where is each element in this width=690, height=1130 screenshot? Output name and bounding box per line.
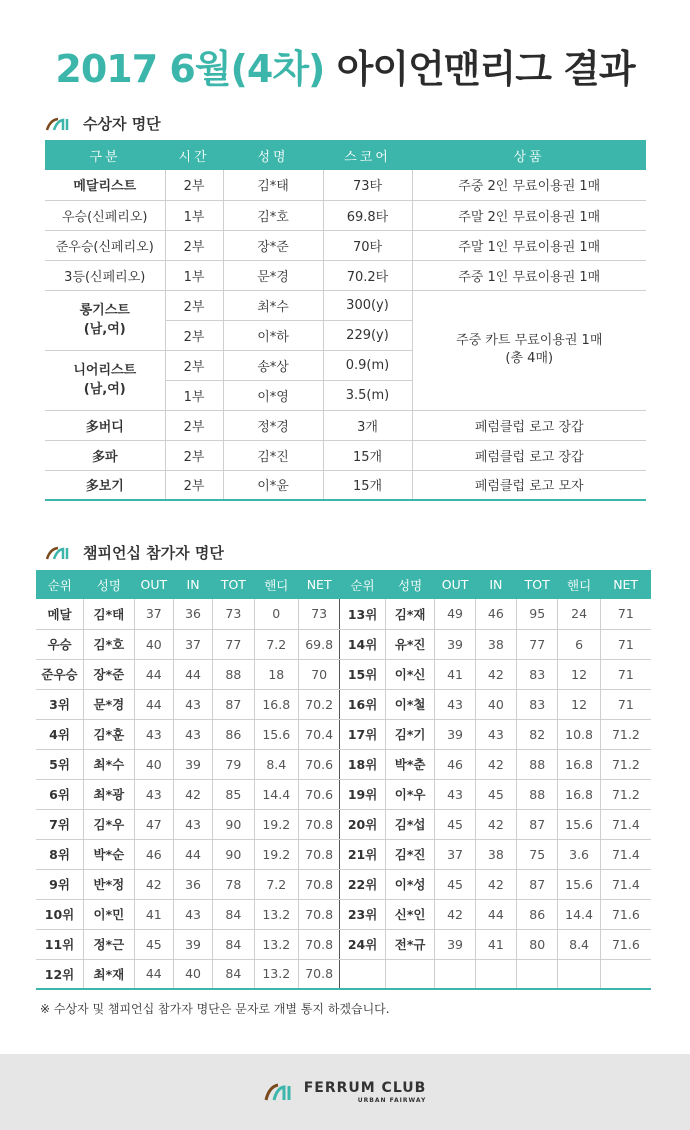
score-cell: 49 bbox=[435, 599, 475, 629]
score-cell: 70.8 bbox=[298, 899, 339, 929]
name-cell: 김*우 bbox=[84, 809, 135, 839]
rank-cell: 24위 bbox=[340, 929, 385, 959]
table-row bbox=[45, 230, 646, 260]
time-cell: 2부 bbox=[165, 410, 223, 440]
score-cell: 73타 bbox=[323, 170, 412, 200]
col-header: 순위 bbox=[340, 570, 385, 599]
score-cell: 42 bbox=[475, 659, 516, 689]
score-cell: 43 bbox=[173, 719, 212, 749]
score-cell: 19.2 bbox=[254, 809, 298, 839]
category-line: (남,여) bbox=[83, 382, 126, 397]
participants-heading-text: 챔피언십 참가자 명단 bbox=[83, 544, 224, 562]
name-cell bbox=[385, 959, 435, 989]
col-header: IN bbox=[173, 570, 212, 599]
title-teal: 2017 6월(4차) bbox=[55, 47, 325, 91]
name-cell: 이*윤 bbox=[223, 470, 323, 500]
score-cell: 88 bbox=[213, 659, 254, 689]
score-cell: 71 bbox=[600, 689, 651, 719]
name-cell: 김*태 bbox=[84, 599, 135, 629]
table-row bbox=[36, 839, 651, 869]
score-cell: 18 bbox=[254, 659, 298, 689]
winners-table bbox=[45, 140, 646, 501]
special-prize-cell bbox=[412, 290, 646, 410]
score-cell: 43 bbox=[475, 719, 516, 749]
name-cell: 이*영 bbox=[223, 380, 323, 410]
score-cell: 70.2 bbox=[298, 689, 339, 719]
name-cell: 이*신 bbox=[385, 659, 435, 689]
score-cell: 71.4 bbox=[600, 839, 651, 869]
col-header: 시간 bbox=[165, 140, 223, 170]
score-cell: 78 bbox=[213, 869, 254, 899]
score-cell: 70.8 bbox=[298, 959, 339, 989]
score-cell: 13.2 bbox=[254, 929, 298, 959]
score-cell: 8.4 bbox=[558, 929, 600, 959]
table-row bbox=[36, 929, 651, 959]
nearest-category-cell bbox=[45, 350, 165, 410]
name-cell: 송*상 bbox=[223, 350, 323, 380]
table-row bbox=[45, 200, 646, 230]
category-cell: 多보기 bbox=[45, 470, 165, 500]
score-cell: 84 bbox=[213, 929, 254, 959]
score-cell: 46 bbox=[134, 839, 173, 869]
score-cell: 19.2 bbox=[254, 839, 298, 869]
table-row bbox=[36, 689, 651, 719]
category-cell: 준우승(신페리오) bbox=[45, 230, 165, 260]
time-cell: 1부 bbox=[165, 380, 223, 410]
score-cell: 37 bbox=[134, 599, 173, 629]
score-cell: 0.9(m) bbox=[323, 350, 412, 380]
rank-cell: 12위 bbox=[36, 959, 84, 989]
rank-cell: 4위 bbox=[36, 719, 84, 749]
name-cell: 김*기 bbox=[385, 719, 435, 749]
name-cell: 장*준 bbox=[84, 659, 135, 689]
title-dark: 아이언맨리그 결과 bbox=[336, 47, 635, 91]
score-cell: 43 bbox=[134, 779, 173, 809]
score-cell: 44 bbox=[173, 659, 212, 689]
prize-cell: 주말 1인 무료이용권 1매 bbox=[412, 230, 646, 260]
time-cell: 2부 bbox=[165, 350, 223, 380]
score-cell: 71.2 bbox=[600, 749, 651, 779]
name-cell: 김*호 bbox=[223, 200, 323, 230]
score-cell: 86 bbox=[517, 899, 558, 929]
score-cell: 82 bbox=[517, 719, 558, 749]
score-cell: 88 bbox=[517, 749, 558, 779]
score-cell: 73 bbox=[213, 599, 254, 629]
col-header: 핸디 bbox=[558, 570, 600, 599]
name-cell: 정*경 bbox=[223, 410, 323, 440]
longest-category-cell bbox=[45, 290, 165, 350]
score-cell: 43 bbox=[173, 689, 212, 719]
name-cell: 이*우 bbox=[385, 779, 435, 809]
rank-cell: 우승 bbox=[36, 629, 84, 659]
category-cell: 3등(신페리오) bbox=[45, 260, 165, 290]
score-cell: 40 bbox=[475, 689, 516, 719]
prize-cell: 페럼클럽 로고 장갑 bbox=[412, 410, 646, 440]
page-title bbox=[0, 38, 690, 93]
score-cell: 40 bbox=[134, 749, 173, 779]
score-cell bbox=[600, 959, 651, 989]
rank-cell: 3위 bbox=[36, 689, 84, 719]
name-cell: 김*재 bbox=[385, 599, 435, 629]
rank-cell: 22위 bbox=[340, 869, 385, 899]
score-cell: 13.2 bbox=[254, 899, 298, 929]
ferrum-logo-icon bbox=[264, 1083, 294, 1101]
score-cell: 77 bbox=[517, 629, 558, 659]
col-header: NET bbox=[600, 570, 651, 599]
table-row bbox=[36, 959, 651, 989]
table-row bbox=[36, 659, 651, 689]
footer-tagline: URBAN FAIRWAY bbox=[357, 1096, 427, 1104]
score-cell: 3개 bbox=[323, 410, 412, 440]
score-cell: 42 bbox=[475, 749, 516, 779]
table-row bbox=[36, 899, 651, 929]
score-cell: 46 bbox=[475, 599, 516, 629]
score-cell: 69.8 bbox=[298, 629, 339, 659]
time-cell: 1부 bbox=[165, 260, 223, 290]
score-cell: 43 bbox=[134, 719, 173, 749]
name-cell: 최*재 bbox=[84, 959, 135, 989]
score-cell bbox=[558, 959, 600, 989]
score-cell: 70.8 bbox=[298, 869, 339, 899]
score-cell: 0 bbox=[254, 599, 298, 629]
score-cell: 88 bbox=[517, 779, 558, 809]
score-cell: 39 bbox=[435, 629, 475, 659]
table-row bbox=[36, 869, 651, 899]
score-cell: 15개 bbox=[323, 470, 412, 500]
time-cell: 1부 bbox=[165, 200, 223, 230]
score-cell: 40 bbox=[134, 629, 173, 659]
col-header: TOT bbox=[213, 570, 254, 599]
score-cell: 87 bbox=[517, 809, 558, 839]
name-cell: 김*태 bbox=[223, 170, 323, 200]
rank-cell: 7위 bbox=[36, 809, 84, 839]
prize-line: 주중 카트 무료이용권 1매 bbox=[456, 333, 603, 348]
name-cell: 신*인 bbox=[385, 899, 435, 929]
rank-cell: 메달 bbox=[36, 599, 84, 629]
score-cell: 3.5(m) bbox=[323, 380, 412, 410]
time-cell: 2부 bbox=[165, 440, 223, 470]
table-row bbox=[45, 470, 646, 500]
rank-cell: 13위 bbox=[340, 599, 385, 629]
prize-cell: 주중 1인 무료이용권 1매 bbox=[412, 260, 646, 290]
score-cell: 90 bbox=[213, 839, 254, 869]
name-cell: 김*섭 bbox=[385, 809, 435, 839]
name-cell: 이*민 bbox=[84, 899, 135, 929]
prize-cell: 페럼클럽 로고 장갑 bbox=[412, 440, 646, 470]
score-cell: 3.6 bbox=[558, 839, 600, 869]
score-cell: 7.2 bbox=[254, 629, 298, 659]
score-cell: 16.8 bbox=[254, 689, 298, 719]
score-cell: 41 bbox=[435, 659, 475, 689]
score-cell: 42 bbox=[134, 869, 173, 899]
col-header: 스코어 bbox=[323, 140, 412, 170]
score-cell: 38 bbox=[475, 629, 516, 659]
name-cell: 최*수 bbox=[84, 749, 135, 779]
score-cell: 39 bbox=[173, 749, 212, 779]
name-cell: 반*정 bbox=[84, 869, 135, 899]
score-cell: 36 bbox=[173, 869, 212, 899]
name-cell: 문*경 bbox=[223, 260, 323, 290]
score-cell: 70.4 bbox=[298, 719, 339, 749]
score-cell: 42 bbox=[475, 809, 516, 839]
score-cell: 7.2 bbox=[254, 869, 298, 899]
score-cell: 71 bbox=[600, 599, 651, 629]
col-header: OUT bbox=[435, 570, 475, 599]
score-cell: 39 bbox=[173, 929, 212, 959]
score-cell: 15.6 bbox=[254, 719, 298, 749]
col-header: NET bbox=[298, 570, 339, 599]
col-header: 핸디 bbox=[254, 570, 298, 599]
prize-line: (총 4매) bbox=[505, 351, 554, 366]
rank-cell: 14위 bbox=[340, 629, 385, 659]
name-cell: 김*진 bbox=[223, 440, 323, 470]
participants-heading bbox=[45, 542, 224, 563]
winners-header-row bbox=[45, 140, 646, 170]
score-cell: 42 bbox=[435, 899, 475, 929]
time-cell: 2부 bbox=[165, 170, 223, 200]
score-cell: 84 bbox=[213, 959, 254, 989]
score-cell: 12 bbox=[558, 689, 600, 719]
score-cell bbox=[435, 959, 475, 989]
footer-brand-name: FERRUM CLUB bbox=[303, 1079, 427, 1096]
name-cell: 이*철 bbox=[385, 689, 435, 719]
score-cell: 38 bbox=[475, 839, 516, 869]
score-cell: 43 bbox=[173, 809, 212, 839]
score-cell: 70.8 bbox=[298, 809, 339, 839]
score-cell: 37 bbox=[435, 839, 475, 869]
category-line: 니어리스트 bbox=[73, 363, 137, 378]
name-cell: 박*춘 bbox=[385, 749, 435, 779]
score-cell: 14.4 bbox=[558, 899, 600, 929]
category-line: (남,여) bbox=[83, 322, 126, 337]
score-cell bbox=[475, 959, 516, 989]
score-cell: 87 bbox=[213, 689, 254, 719]
score-cell: 70.8 bbox=[298, 839, 339, 869]
name-cell: 정*근 bbox=[84, 929, 135, 959]
score-cell: 41 bbox=[475, 929, 516, 959]
score-cell: 83 bbox=[517, 689, 558, 719]
score-cell: 44 bbox=[134, 689, 173, 719]
time-cell: 2부 bbox=[165, 230, 223, 260]
table-row bbox=[45, 440, 646, 470]
col-header: 순위 bbox=[36, 570, 84, 599]
score-cell: 45 bbox=[435, 869, 475, 899]
name-cell: 이*성 bbox=[385, 869, 435, 899]
score-cell: 70타 bbox=[323, 230, 412, 260]
time-cell: 2부 bbox=[165, 290, 223, 320]
rank-cell: 5위 bbox=[36, 749, 84, 779]
rank-cell: 16위 bbox=[340, 689, 385, 719]
table-row bbox=[36, 749, 651, 779]
col-header: 구분 bbox=[45, 140, 165, 170]
rank-cell bbox=[340, 959, 385, 989]
prize-cell: 주중 2인 무료이용권 1매 bbox=[412, 170, 646, 200]
score-cell: 44 bbox=[134, 659, 173, 689]
notice-text: ※ 수상자 및 챔피언십 참가자 명단은 문자로 개별 통지 하겠습니다. bbox=[40, 1002, 390, 1016]
score-cell: 13.2 bbox=[254, 959, 298, 989]
prize-cell: 주말 2인 무료이용권 1매 bbox=[412, 200, 646, 230]
score-cell: 40 bbox=[173, 959, 212, 989]
score-cell: 77 bbox=[213, 629, 254, 659]
score-cell: 15개 bbox=[323, 440, 412, 470]
score-cell: 24 bbox=[558, 599, 600, 629]
col-header: 성명 bbox=[223, 140, 323, 170]
col-header: TOT bbox=[517, 570, 558, 599]
rank-cell: 8위 bbox=[36, 839, 84, 869]
name-cell: 최*수 bbox=[223, 290, 323, 320]
score-cell: 90 bbox=[213, 809, 254, 839]
category-cell: 多파 bbox=[45, 440, 165, 470]
score-cell: 42 bbox=[475, 869, 516, 899]
table-row bbox=[45, 410, 646, 440]
score-cell: 45 bbox=[435, 809, 475, 839]
score-cell: 71 bbox=[600, 659, 651, 689]
table-row bbox=[45, 260, 646, 290]
score-cell: 46 bbox=[435, 749, 475, 779]
category-cell: 多버디 bbox=[45, 410, 165, 440]
score-cell: 10.8 bbox=[558, 719, 600, 749]
participants-table bbox=[36, 570, 651, 990]
name-cell: 전*규 bbox=[385, 929, 435, 959]
prize-cell: 페럼클럽 로고 모자 bbox=[412, 470, 646, 500]
category-line: 롱기스트 bbox=[79, 303, 130, 318]
score-cell: 71.2 bbox=[600, 719, 651, 749]
score-cell bbox=[517, 959, 558, 989]
score-cell: 14.4 bbox=[254, 779, 298, 809]
score-cell: 15.6 bbox=[558, 809, 600, 839]
score-cell: 87 bbox=[517, 869, 558, 899]
score-cell: 95 bbox=[517, 599, 558, 629]
winners-heading bbox=[45, 113, 161, 134]
score-cell: 39 bbox=[435, 719, 475, 749]
col-header: 성명 bbox=[84, 570, 135, 599]
score-cell: 16.8 bbox=[558, 749, 600, 779]
score-cell: 15.6 bbox=[558, 869, 600, 899]
rank-cell: 20위 bbox=[340, 809, 385, 839]
category-cell: 메달리스트 bbox=[45, 170, 165, 200]
score-cell: 42 bbox=[173, 779, 212, 809]
score-cell: 83 bbox=[517, 659, 558, 689]
rank-cell: 준우승 bbox=[36, 659, 84, 689]
rank-cell: 21위 bbox=[340, 839, 385, 869]
score-cell: 80 bbox=[517, 929, 558, 959]
table-row bbox=[45, 170, 646, 200]
score-cell: 16.8 bbox=[558, 779, 600, 809]
score-cell: 44 bbox=[475, 899, 516, 929]
score-cell: 84 bbox=[213, 899, 254, 929]
participants-header-row bbox=[36, 570, 651, 599]
rank-cell: 6위 bbox=[36, 779, 84, 809]
score-cell: 300(y) bbox=[323, 290, 412, 320]
table-row bbox=[36, 809, 651, 839]
time-cell: 2부 bbox=[165, 320, 223, 350]
name-cell: 이*하 bbox=[223, 320, 323, 350]
score-cell: 45 bbox=[475, 779, 516, 809]
ferrum-logo-icon bbox=[45, 117, 73, 131]
name-cell: 김*훈 bbox=[84, 719, 135, 749]
category-cell: 우승(신페리오) bbox=[45, 200, 165, 230]
score-cell: 43 bbox=[173, 899, 212, 929]
col-header: 상품 bbox=[412, 140, 646, 170]
name-cell: 문*경 bbox=[84, 689, 135, 719]
score-cell: 36 bbox=[173, 599, 212, 629]
name-cell: 김*진 bbox=[385, 839, 435, 869]
ferrum-logo-icon bbox=[45, 546, 73, 560]
rank-cell: 15위 bbox=[340, 659, 385, 689]
score-cell: 44 bbox=[173, 839, 212, 869]
score-cell: 70.8 bbox=[298, 929, 339, 959]
score-cell: 70.6 bbox=[298, 749, 339, 779]
score-cell: 71.4 bbox=[600, 869, 651, 899]
score-cell: 70 bbox=[298, 659, 339, 689]
winners-heading-text: 수상자 명단 bbox=[83, 115, 161, 133]
score-cell: 6 bbox=[558, 629, 600, 659]
score-cell: 12 bbox=[558, 659, 600, 689]
score-cell: 71 bbox=[600, 629, 651, 659]
score-cell: 43 bbox=[435, 779, 475, 809]
rank-cell: 23위 bbox=[340, 899, 385, 929]
name-cell: 박*순 bbox=[84, 839, 135, 869]
footer bbox=[0, 1054, 690, 1130]
rank-cell: 9위 bbox=[36, 869, 84, 899]
table-row bbox=[36, 629, 651, 659]
score-cell: 41 bbox=[134, 899, 173, 929]
table-row bbox=[45, 290, 646, 320]
col-header: 성명 bbox=[385, 570, 435, 599]
score-cell: 70.2타 bbox=[323, 260, 412, 290]
score-cell: 86 bbox=[213, 719, 254, 749]
rank-cell: 11위 bbox=[36, 929, 84, 959]
score-cell: 229(y) bbox=[323, 320, 412, 350]
score-cell: 71.6 bbox=[600, 899, 651, 929]
score-cell: 71.2 bbox=[600, 779, 651, 809]
score-cell: 71.4 bbox=[600, 809, 651, 839]
score-cell: 79 bbox=[213, 749, 254, 779]
score-cell: 44 bbox=[134, 959, 173, 989]
name-cell: 김*호 bbox=[84, 629, 135, 659]
score-cell: 8.4 bbox=[254, 749, 298, 779]
col-header: IN bbox=[475, 570, 516, 599]
footer-brand bbox=[264, 1081, 427, 1104]
score-cell: 43 bbox=[435, 689, 475, 719]
score-cell: 47 bbox=[134, 809, 173, 839]
col-header: OUT bbox=[134, 570, 173, 599]
table-row bbox=[36, 599, 651, 629]
score-cell: 85 bbox=[213, 779, 254, 809]
score-cell: 37 bbox=[173, 629, 212, 659]
rank-cell: 17위 bbox=[340, 719, 385, 749]
rank-cell: 10위 bbox=[36, 899, 84, 929]
table-row bbox=[36, 719, 651, 749]
name-cell: 장*준 bbox=[223, 230, 323, 260]
score-cell: 39 bbox=[435, 929, 475, 959]
time-cell: 2부 bbox=[165, 470, 223, 500]
score-cell: 70.6 bbox=[298, 779, 339, 809]
name-cell: 최*광 bbox=[84, 779, 135, 809]
table-row bbox=[36, 779, 651, 809]
rank-cell: 18위 bbox=[340, 749, 385, 779]
score-cell: 69.8타 bbox=[323, 200, 412, 230]
name-cell: 유*진 bbox=[385, 629, 435, 659]
score-cell: 75 bbox=[517, 839, 558, 869]
score-cell: 71.6 bbox=[600, 929, 651, 959]
score-cell: 45 bbox=[134, 929, 173, 959]
score-cell: 73 bbox=[298, 599, 339, 629]
rank-cell: 19위 bbox=[340, 779, 385, 809]
